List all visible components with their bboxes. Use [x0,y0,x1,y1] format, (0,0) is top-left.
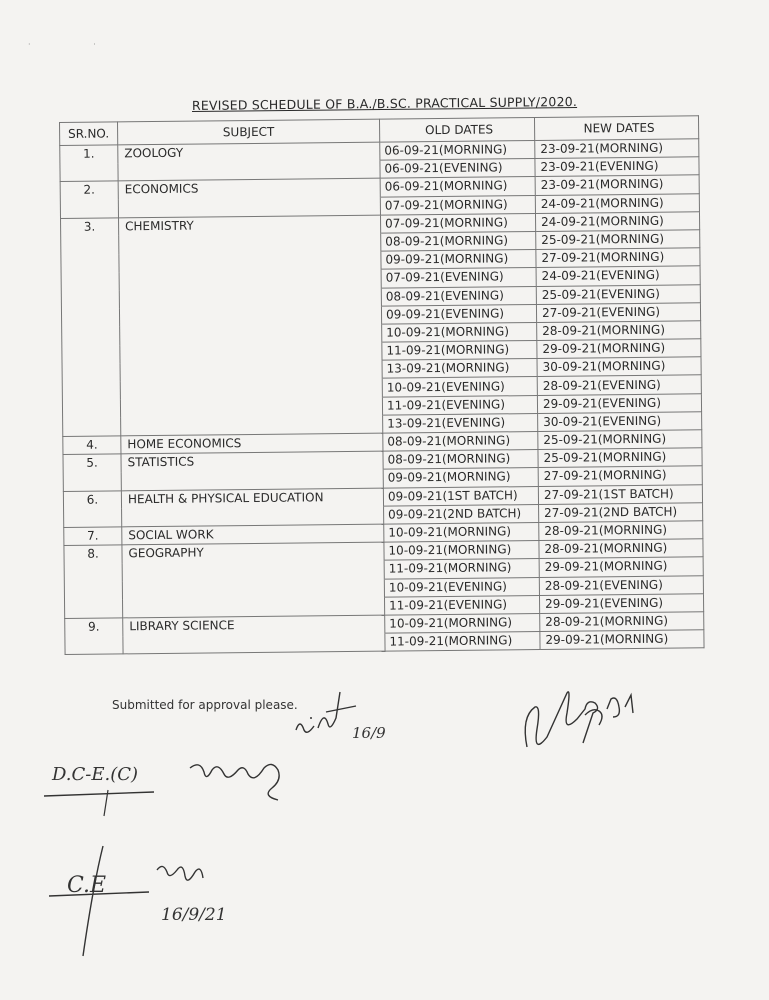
dce-label: D.C-E.(C) [52,764,139,785]
cell-old-date: 10-09-21(EVENING) [382,377,537,397]
ce-label: C.E [67,873,107,898]
dce-signature [40,750,320,820]
right-signature [515,685,645,775]
cell-subject: ZOOLOGY [118,142,380,163]
cell-sr-no [64,509,122,528]
cell-sr-no [65,636,123,655]
schedule-rows [60,139,704,655]
cell-new-date: 28-09-21(EVENING) [537,375,701,395]
cell-new-date: 27-09-21(EVENING) [536,302,700,322]
cell-old-date: 11-09-21(MORNING) [384,559,539,579]
cell-new-date: 30-09-21(MORNING) [537,357,701,377]
header-old-dates: OLD DATES [379,118,534,143]
header-sr-no: SR.NO. [60,122,118,146]
cell-new-date: 29-09-21(EVENING) [539,593,703,613]
submitted-note: Submitted for approval please. [112,698,298,712]
cell-subject: HEALTH & PHYSICAL EDUCATION [121,488,383,509]
cell-new-date: 28-09-21(MORNING) [539,539,703,559]
schedule-sheet [59,115,705,655]
cell-sr-no: 9. [65,618,123,637]
cell-new-date: 25-09-21(MORNING) [538,448,702,468]
cell-new-date: 27-09-21(1ST BATCH) [538,484,702,504]
cell-new-date: 24-09-21(MORNING) [535,212,699,232]
scan-marks: · · [28,40,126,49]
cell-sr-no: 5. [63,454,121,473]
ce-signature [45,840,285,970]
cell-new-date: 29-09-21(EVENING) [537,393,701,413]
cell-new-date: 29-09-21(MORNING) [537,339,701,359]
initials-date: 16/9 [352,724,386,742]
cell-subject: SOCIAL WORK [122,524,384,545]
cell-new-date: 28-09-21(MORNING) [537,321,701,341]
cell-sr-no [61,309,119,328]
cell-sr-no [63,418,121,437]
cell-sr-no [65,600,123,619]
cell-old-date: 10-09-21(MORNING) [382,322,537,342]
cell-sr-no: 2. [60,181,118,200]
cell-new-date: 30-09-21(EVENING) [538,412,702,432]
schedule-table [59,115,705,655]
ce-date: 16/9/21 [161,905,227,925]
cell-subject: STATISTICS [121,451,383,472]
cell-old-date: 11-09-21(EVENING) [384,595,539,615]
cell-old-date: 07-09-21(EVENING) [381,268,536,288]
cell-new-date: 28-09-21(MORNING) [539,521,703,541]
cell-sr-no [62,345,120,364]
cell-old-date: 06-09-21(MORNING) [380,177,535,197]
cell-sr-no [62,327,120,346]
cell-new-date: 29-09-21(MORNING) [539,557,703,577]
cell-sr-no [64,581,122,600]
cell-subject: ECONOMICS [118,179,380,200]
cell-subject: LIBRARY SCIENCE [123,615,385,636]
cell-old-date: 09-09-21(2ND BATCH) [384,504,539,524]
cell-old-date: 07-09-21(MORNING) [380,213,535,233]
cell-sr-no [61,272,119,291]
cell-subject [123,633,385,654]
cell-subject: CHEMISTRY [119,215,381,236]
cell-sr-no: 8. [64,545,122,564]
initials-signature [290,690,400,750]
cell-old-date: 08-09-21(MORNING) [383,450,538,470]
cell-sr-no: 3. [61,218,119,237]
cell-old-date: 09-09-21(EVENING) [381,304,536,324]
cell-old-date: 09-09-21(MORNING) [383,468,538,488]
cell-sr-no [63,472,121,491]
cell-new-date: 24-09-21(MORNING) [535,193,699,213]
cell-old-date: 09-09-21(1ST BATCH) [383,486,538,506]
cell-old-date: 10-09-21(MORNING) [385,613,540,633]
cell-old-date: 08-09-21(MORNING) [381,231,536,251]
document-title: REVISED SCHEDULE OF B.A./B.SC. PRACTICAL SUPPLY/2020. [191,93,578,114]
cell-sr-no [60,163,118,182]
cell-new-date: 25-09-21(MORNING) [538,430,702,450]
cell-new-date: 28-09-21(EVENING) [539,575,703,595]
cell-sr-no [64,563,122,582]
cell-new-date: 29-09-21(MORNING) [540,630,704,650]
cell-sr-no [61,290,119,309]
cell-old-date: 06-09-21(EVENING) [380,159,535,179]
cell-new-date: 27-09-21(MORNING) [536,248,700,268]
cell-new-date: 23-09-21(EVENING) [535,157,699,177]
cell-old-date: 11-09-21(EVENING) [382,395,537,415]
cell-sr-no: 6. [63,490,121,509]
cell-old-date: 08-09-21(MORNING) [383,432,538,452]
cell-old-date: 10-09-21(EVENING) [384,577,539,597]
cell-old-date: 13-09-21(EVENING) [383,413,538,433]
cell-sr-no [62,381,120,400]
cell-old-date: 10-09-21(MORNING) [384,541,539,561]
cell-sr-no: 7. [64,527,122,546]
cell-new-date: 27-09-21(MORNING) [538,466,702,486]
cell-new-date: 27-09-21(2ND BATCH) [539,503,703,523]
cell-sr-no [60,199,118,218]
cell-new-date: 25-09-21(MORNING) [536,230,700,250]
cell-old-date: 13-09-21(MORNING) [382,359,537,379]
cell-old-date: 11-09-21(MORNING) [385,632,540,652]
cell-new-date: 23-09-21(MORNING) [535,139,699,159]
cell-old-date: 06-09-21(MORNING) [380,141,535,161]
cell-sr-no [61,236,119,255]
cell-sr-no: 4. [63,436,121,455]
cell-new-date: 28-09-21(MORNING) [540,612,704,632]
cell-new-date: 24-09-21(EVENING) [536,266,700,286]
cell-old-date: 07-09-21(MORNING) [380,195,535,215]
cell-sr-no: 1. [60,145,118,164]
cell-new-date: 25-09-21(EVENING) [536,284,700,304]
cell-new-date: 23-09-21(MORNING) [535,175,699,195]
cell-sr-no [61,254,119,273]
header-subject: SUBJECT [118,119,380,145]
cell-sr-no [62,399,120,418]
cell-old-date: 11-09-21(MORNING) [382,341,537,361]
cell-old-date: 09-09-21(MORNING) [381,250,536,270]
cell-sr-no [62,363,120,382]
cell-old-date: 10-09-21(MORNING) [384,522,539,542]
header-new-dates: NEW DATES [534,116,698,141]
cell-subject: GEOGRAPHY [122,542,384,563]
cell-subject: HOME ECONOMICS [121,433,383,454]
cell-old-date: 08-09-21(EVENING) [381,286,536,306]
